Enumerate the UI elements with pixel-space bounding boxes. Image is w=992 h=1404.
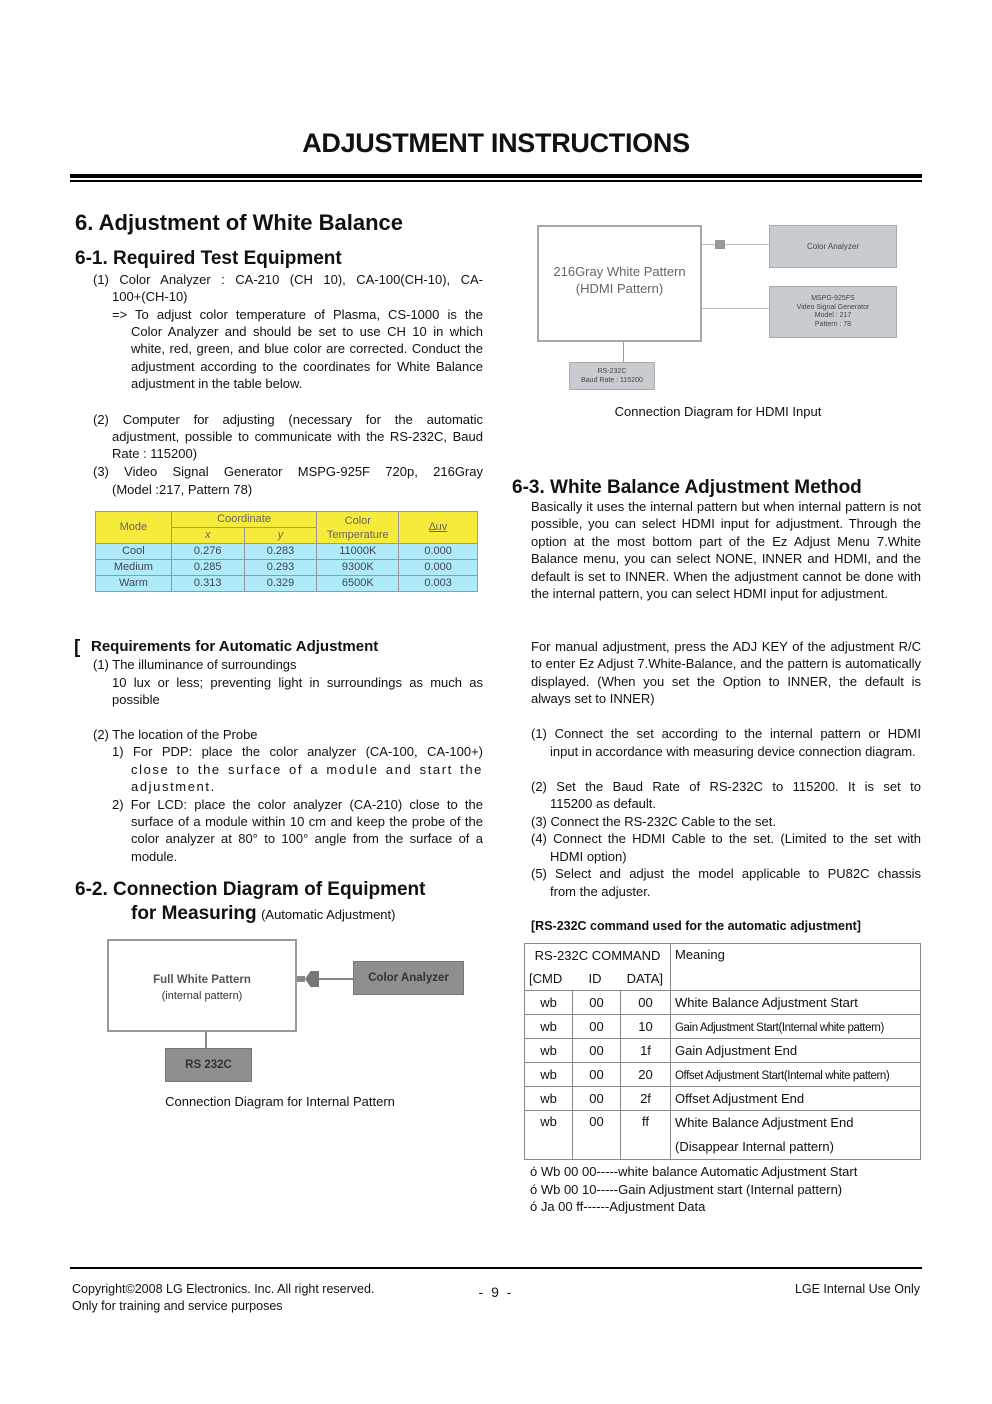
footer-rule bbox=[70, 1267, 922, 1269]
cell-cmd: wb bbox=[525, 1087, 573, 1111]
hdmi-input-caption: Connection Diagram for HDMI Input bbox=[614, 404, 822, 419]
equipment-item-3-cont: (Model :217, Pattern 78) bbox=[112, 482, 253, 497]
cell-duv: 0.003 bbox=[399, 576, 478, 592]
cell-id: 00 bbox=[573, 1063, 621, 1087]
cell-duv: 0.000 bbox=[399, 544, 478, 560]
method-step-4-cont: HDMI option) bbox=[550, 849, 627, 864]
page-number: - 9 - bbox=[478, 1284, 514, 1300]
cell-data: 2f bbox=[621, 1087, 671, 1111]
footer-internal: LGE Internal Use Only bbox=[794, 1282, 920, 1296]
requirement-pdp-cont: close to the surface of a module and start the adjustment. bbox=[131, 762, 483, 795]
header-coordinate: Coordinate bbox=[171, 512, 317, 528]
full-white-pattern-box: Full White Pattern (internal pattern) bbox=[107, 939, 297, 1032]
cell-id: 00 bbox=[573, 1111, 621, 1160]
cell-mode: Warm bbox=[96, 576, 172, 592]
subsection-heading-6-2-cont: for Measuring (Automatic Adjustment) bbox=[131, 903, 396, 924]
hdmi-color-analyzer-box: Color Analyzer bbox=[769, 225, 897, 268]
hdmi-pattern-box: 216Gray White Pattern (HDMI Pattern) bbox=[537, 225, 702, 342]
hdmi-rs232c-box: RS-232C Baud Rate : 115200 bbox=[569, 362, 655, 390]
requirement-item-1-body: 10 lux or less; preventing light in surroundings as much as possible bbox=[112, 675, 483, 708]
method-step-1: (1) Connect the set according to the internal pattern or HDMI bbox=[531, 726, 921, 741]
equipment-item-1-cont: 100+(CH-10) bbox=[112, 289, 188, 304]
requirement-lcd-cont: surface of a module within 10 cm and keep the probe of the color analyzer at 80° to 100° angle from the surface of a module. bbox=[131, 814, 483, 864]
subsection-heading-6-3: 6-3. White Balance Adjustment Method bbox=[512, 477, 862, 498]
header-color-temperature: Color Temperature bbox=[317, 512, 399, 544]
cell-id: 00 bbox=[573, 1039, 621, 1063]
footer-training: Only for training and service purposes bbox=[72, 1299, 283, 1313]
cell-y: 0.283 bbox=[244, 544, 317, 560]
method-step-1-cont: input in accordance with measuring device connection diagram. bbox=[550, 744, 916, 759]
equipment-item-2-cont: adjustment, possible to communicate with the RS-232C, Baud Rate : 115200) bbox=[112, 429, 483, 462]
table-row bbox=[96, 576, 478, 592]
table-row bbox=[525, 991, 921, 1015]
method-paragraph-2: For manual adjustment, press the ADJ KEY of the adjustment R/C to enter Ez Adjust 7.White-Balance, and the pattern is automatically displayed. (When you set the Option to INNER, the default is always set to INNER) bbox=[531, 639, 921, 707]
equipment-item-2: (2) Computer for adjusting (necessary for the automatic bbox=[93, 412, 483, 427]
command-note: ó Wb 00 10-----Gain Adjustment start (Internal pattern) bbox=[530, 1182, 843, 1197]
cell-data: ff bbox=[621, 1111, 671, 1160]
header-x: x bbox=[171, 528, 244, 544]
method-paragraph-1: Basically it uses the internal pattern but when internal pattern is not possible, you can select HDMI input for adjustment. Through the option at the most bottom part of the Ez Adjust Menu 7.White Balance menu, you can select NONE, INNER and HDMI, and the default is set to INNER. When the adjustment cannot be done with the internal pattern, you can select HDMI input for adjustment. bbox=[531, 499, 921, 602]
header-delta-uv: ∆uv bbox=[399, 512, 478, 544]
subsection-heading-6-1: 6-1. Required Test Equipment bbox=[75, 248, 342, 269]
cell-temp: 11000K bbox=[317, 544, 399, 560]
requirement-pdp: 1) For PDP: place the color analyzer (CA-100, CA-100+) bbox=[112, 744, 483, 759]
cell-meaning: White Balance Adjustment Start bbox=[671, 991, 921, 1015]
equipment-item-3: (3) Video Signal Generator MSPG-925F 720p, 216Gray bbox=[93, 464, 483, 479]
cell-x: 0.313 bbox=[171, 576, 244, 592]
cell-data: 10 bbox=[621, 1015, 671, 1039]
cell-cmd: wb bbox=[525, 1039, 573, 1063]
cell-data: 20 bbox=[621, 1063, 671, 1087]
cell-y: 0.293 bbox=[244, 560, 317, 576]
cell-data: 1f bbox=[621, 1039, 671, 1063]
cell-cmd: wb bbox=[525, 1063, 573, 1087]
cable-connector bbox=[297, 976, 305, 982]
probe-cable bbox=[319, 978, 353, 980]
rs232c-box: RS 232C bbox=[165, 1048, 252, 1082]
cell-id: 00 bbox=[573, 1087, 621, 1111]
section-heading: 6. Adjustment of White Balance bbox=[75, 210, 404, 235]
command-note: ó Wb 00 00-----white balance Automatic Adjustment Start bbox=[530, 1164, 858, 1179]
title-rule-thin bbox=[70, 180, 922, 182]
requirement-item-2: (2) The location of the Probe bbox=[93, 727, 258, 742]
header-command-sub: [CMD ID DATA] bbox=[525, 967, 671, 991]
method-step-4: (4) Connect the HDMI Cable to the set. (Limited to the set with bbox=[531, 831, 921, 846]
table-row bbox=[525, 1015, 921, 1039]
cell-meaning: Offset Adjustment Start(Internal white pattern) bbox=[671, 1063, 921, 1087]
cell-meaning: Offset Adjustment End bbox=[671, 1087, 921, 1111]
white-balance-coordinate-table bbox=[95, 511, 478, 592]
table-row bbox=[96, 560, 478, 576]
method-step-3: (3) Connect the RS-232C Cable to the set. bbox=[531, 814, 776, 829]
cell-meaning: Gain Adjustment Start(Internal white pattern) bbox=[671, 1015, 921, 1039]
cell-cmd: wb bbox=[525, 1111, 573, 1160]
method-step-2: (2) Set the Baud Rate of RS-232C to 115200. It is set to bbox=[531, 779, 921, 794]
cell-cmd: wb bbox=[525, 991, 573, 1015]
cell-mode: Cool bbox=[96, 544, 172, 560]
command-note: ó Ja 00 ff------Adjustment Data bbox=[530, 1199, 706, 1214]
table-row bbox=[525, 1063, 921, 1087]
cell-mode: Medium bbox=[96, 560, 172, 576]
equipment-note: Color Analyzer and should be set to use CH 10 in which white, red, green, and blue color are corrected. Conduct the adjustment according to the coordinates for White Balance adjustment in the table below. bbox=[131, 324, 483, 392]
rs-cable bbox=[205, 1032, 207, 1048]
cell-id: 00 bbox=[573, 991, 621, 1015]
hdmi-probe-icon bbox=[715, 240, 725, 249]
page-title: ADJUSTMENT INSTRUCTIONS bbox=[302, 128, 690, 158]
cell-duv: 0.000 bbox=[399, 560, 478, 576]
cell-meaning: Gain Adjustment End bbox=[671, 1039, 921, 1063]
equipment-item-1: (1) Color Analyzer : CA-210 (CH 10), CA-100(CH-10), CA- bbox=[93, 272, 483, 287]
video-signal-generator-box: MSPG-925FS Video Signal Generator Model : 217 Pattern : 78 bbox=[769, 286, 897, 338]
cell-y: 0.329 bbox=[244, 576, 317, 592]
footer-copyright: Copyright©2008 LG Electronics. Inc. All right reserved. bbox=[72, 1282, 375, 1296]
cell-temp: 6500K bbox=[317, 576, 399, 592]
header-meaning: Meaning bbox=[671, 944, 921, 991]
cell-temp: 9300K bbox=[317, 560, 399, 576]
subsection-heading-6-2: 6-2. Connection Diagram of Equipment bbox=[75, 879, 426, 900]
method-step-2-cont: 115200 as default. bbox=[550, 796, 657, 811]
table-row bbox=[525, 1087, 921, 1111]
cell-meaning: White Balance Adjustment End (Disappear Internal pattern) bbox=[671, 1111, 921, 1160]
command-table-heading: [RS-232C command used for the automatic adjustment] bbox=[531, 919, 861, 933]
hdmi-rs-cable bbox=[623, 342, 624, 362]
hdmi-probe-cable bbox=[702, 244, 769, 245]
method-step-5-cont: from the adjuster. bbox=[550, 884, 651, 899]
internal-pattern-caption: Connection Diagram for Internal Pattern bbox=[165, 1094, 395, 1109]
title-rule bbox=[70, 174, 922, 178]
cell-cmd: wb bbox=[525, 1015, 573, 1039]
header-y: y bbox=[244, 528, 317, 544]
requirement-item-1: (1) The illuminance of surroundings bbox=[93, 657, 297, 672]
requirement-lcd: 2) For LCD: place the color analyzer (CA-210) close to the bbox=[112, 797, 483, 812]
table-row bbox=[525, 1111, 921, 1160]
rs232c-command-table bbox=[524, 943, 921, 1160]
hdmi-signal-cable bbox=[702, 308, 769, 309]
table-row bbox=[525, 1039, 921, 1063]
cell-x: 0.276 bbox=[171, 544, 244, 560]
requirements-heading: Requirements for Automatic Adjustment bbox=[91, 638, 379, 655]
header-command: RS-232C COMMAND bbox=[525, 944, 671, 968]
requirements-bracket: [ bbox=[74, 637, 81, 658]
color-analyzer-box: Color Analyzer bbox=[353, 961, 464, 995]
probe-icon bbox=[305, 971, 319, 987]
header-mode: Mode bbox=[96, 512, 172, 544]
cell-id: 00 bbox=[573, 1015, 621, 1039]
equipment-note-first: => To adjust color temperature of Plasma, CS-1000 is the bbox=[112, 307, 483, 322]
cell-data: 00 bbox=[621, 991, 671, 1015]
cell-x: 0.285 bbox=[171, 560, 244, 576]
method-step-5: (5) Select and adjust the model applicable to PU82C chassis bbox=[531, 866, 921, 881]
table-row bbox=[96, 544, 478, 560]
